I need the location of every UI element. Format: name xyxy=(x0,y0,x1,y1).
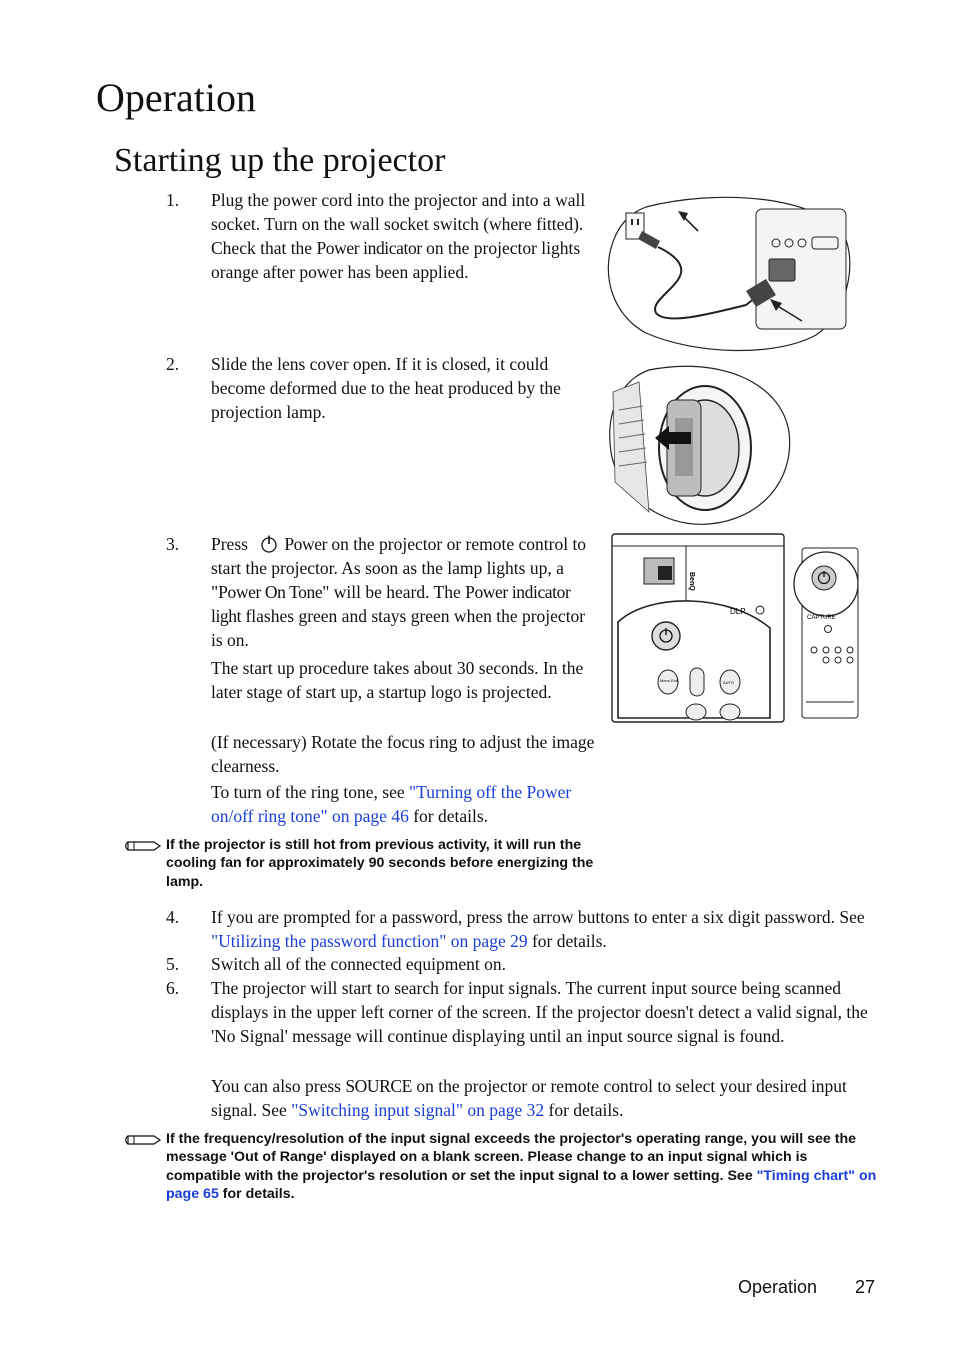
footer-section: Operation xyxy=(738,1277,818,1297)
page-title: Operation xyxy=(96,75,256,120)
menu-exit-label: Menu Exit xyxy=(660,678,678,683)
text-run: If the frequency/resolution of the input signal exceeds the projector's operating range, you will see the message 'Out of Range' displayed on a blank screen. Please change to an input signal which is compatible with the projector's resolution or set the input signal to a lower setting. See xyxy=(166,1131,857,1184)
text-run: flashes green and stays green when the projector is on. xyxy=(211,606,586,650)
text-run: on the projector or remote control to select your desired input signal. See xyxy=(211,1076,847,1120)
step-4-text xyxy=(211,905,875,953)
dlp-label: DLP xyxy=(730,607,746,616)
step-3-paragraph-4 xyxy=(211,780,595,828)
text-run: Plug the power cord into the projector and into a wall socket. Turn on the wall socket switch (where fitted). Check that the xyxy=(211,190,586,258)
text-run: " will be heard. The xyxy=(322,582,466,602)
step-5-text: Switch all of the connected equipment on. xyxy=(211,954,506,974)
capture-label: CAPTURE xyxy=(807,615,836,621)
text-run: for details. xyxy=(408,806,489,826)
step-number: 6. xyxy=(166,978,180,998)
text-run: on the projector lights orange after power has been applied. xyxy=(211,238,581,282)
link-timing-chart[interactable]: "Timing chart" on page 65 xyxy=(166,1167,877,1202)
step-1-text xyxy=(211,188,603,284)
text-run: on the projector or remote control to start the projector. As soon as the lamp lights up, a " xyxy=(211,534,587,602)
step-number: 1. xyxy=(166,190,180,210)
link-ring-tone[interactable]: "Turning off the Power on/off ring tone" on page 46 xyxy=(211,782,572,826)
note-pencil-icon xyxy=(126,836,162,856)
text-run: Press xyxy=(211,534,253,554)
keyword-power-on-tone: Power On Tone xyxy=(218,582,323,602)
text-run: If you are prompted for a password, press the arrow buttons to enter a six digit password. See xyxy=(211,907,865,927)
control-panel-illustration xyxy=(610,532,864,726)
page-number: 27 xyxy=(855,1277,876,1297)
step-3-text xyxy=(211,532,595,652)
step-3-paragraph-2: The start up procedure takes about 30 seconds. In the later stage of start up, a startup logo is projected. xyxy=(211,658,584,702)
text-run: for details. xyxy=(527,931,607,951)
step-6-paragraph-2 xyxy=(211,1074,875,1122)
step-number: 2. xyxy=(166,354,180,374)
step-2-text: Slide the lens cover open. If it is closed, it could become deformed due to the heat produced by the projection lamp. xyxy=(211,354,561,422)
note-pencil-icon xyxy=(126,1130,162,1150)
brand-label: BenQ xyxy=(688,572,695,591)
text-run: To turn of the ring tone, see xyxy=(211,782,410,802)
link-switching-input[interactable]: "Switching input signal" on page 32 xyxy=(291,1100,545,1120)
step-3-paragraph-3: (If necessary) Rotate the focus ring to adjust the image clearness. xyxy=(211,732,595,776)
keyword-source: SOURCE xyxy=(345,1076,412,1096)
link-password[interactable]: "Utilizing the password function" on page 29 xyxy=(211,931,528,951)
section-title: Starting up the projector xyxy=(114,142,446,179)
text-run: for details. xyxy=(218,1185,295,1202)
keyword-power: Power xyxy=(284,534,328,554)
keyword-power-indicator: Power indicator xyxy=(316,238,422,258)
step-number: 4. xyxy=(166,907,180,927)
auto-label: AUTO xyxy=(723,680,735,685)
note-out-of-range xyxy=(166,1130,878,1203)
step-number: 3. xyxy=(166,534,180,554)
text-run: for details. xyxy=(544,1100,624,1120)
note-hot-projector: If the projector is still hot from previous activity, it will run the cooling fan for approximately 90 seconds before energizing the lamp. xyxy=(166,837,594,890)
keyword-power-indicator-light: Power indicator light xyxy=(211,582,571,626)
lens-cover-illustration xyxy=(609,362,791,526)
text-run: You can also press xyxy=(211,1076,346,1096)
power-icon xyxy=(258,534,280,554)
step-number: 5. xyxy=(166,954,180,974)
power-cord-illustration xyxy=(606,195,852,353)
step-6-text: The projector will start to search for input signals. The current input source being scanned displays in the upper left corner of the screen. If the projector doesn't detect a valid signal, the 'No Signal' message will continue displaying until an input source signal is found. xyxy=(211,978,868,1046)
